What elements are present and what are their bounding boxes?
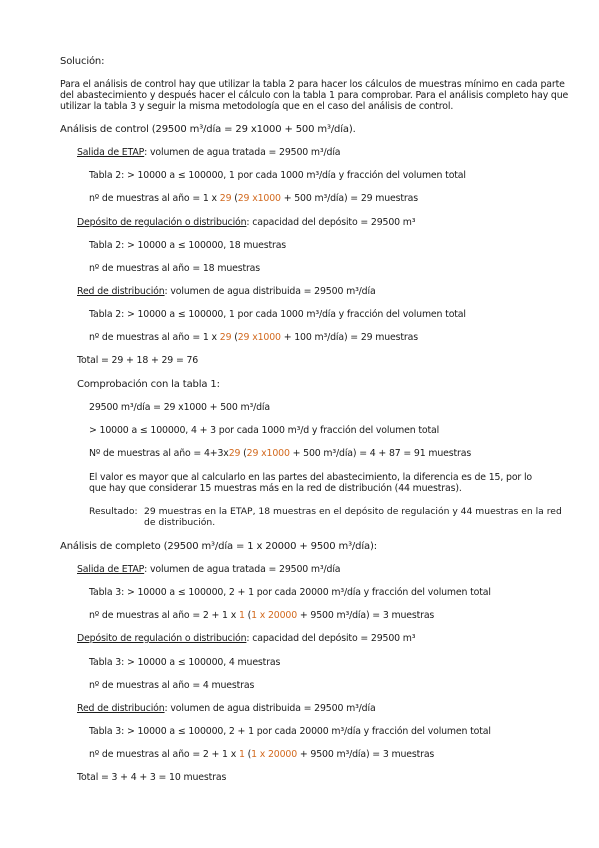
- control-heading: Análisis de control (29500 m³/día = 29 x1000 + 500 m³/día).: [60, 124, 356, 135]
- highlight-value: 1 x 20000: [251, 610, 298, 621]
- highlight-value: 29 x1000: [237, 332, 281, 343]
- comprobacion-note: El valor es mayor que al calcularlo en las partes del abastecimiento, la diferencia es de 15, por lo: [89, 472, 532, 483]
- completo-red-table: Tabla 3: > 10000 a ≤ 100000, 2 + 1 por cada 20000 m³/día y fracción del volumen total: [89, 726, 491, 737]
- etap-desc: : volumen de agua tratada = 29500 m³/día: [144, 564, 341, 575]
- red-desc: : volumen de agua distribuida = 29500 m³/día: [164, 286, 376, 297]
- comprobacion-note: que hay que considerar 15 muestras más en la red de distribución (44 muestras).: [89, 483, 462, 494]
- result-text: 29 muestras en la ETAP, 18 muestras en el depósito de regulación y 44 muestras en la red de distribución.: [144, 506, 562, 528]
- red-label: Red de distribución: [77, 286, 165, 297]
- deposito-desc: : capacidad del depósito = 29500 m³: [246, 217, 416, 228]
- completo-deposito-calc: nº de muestras al año = 4 muestras: [89, 680, 255, 691]
- completo-red-line: [77, 703, 376, 714]
- result-block: [89, 506, 569, 530]
- highlight-value: 29: [228, 448, 241, 459]
- control-etap-calc: nº de muestras al año = 1 x 29 (29 x1000 + 500 m³/día) = 29 muestras: [89, 193, 418, 204]
- comprobacion-line: > 10000 a ≤ 100000, 4 + 3 por cada 1000 m³/d y fracción del volumen total: [89, 425, 440, 436]
- etap-label: Salida de ETAP: [77, 564, 145, 575]
- completo-etap-calc: nº de muestras al año = 2 + 1 x 1 (1 x 20000 + 9500 m³/día) = 3 muestras: [89, 610, 435, 621]
- control-etap-line: [77, 147, 340, 158]
- comprobacion-heading: Comprobación con la tabla 1:: [77, 379, 220, 390]
- highlight-value: 1: [238, 610, 245, 621]
- control-red-calc: nº de muestras al año = 1 x 29 (29 x1000 + 100 m³/día) = 29 muestras: [89, 332, 418, 343]
- control-deposito-table: Tabla 2: > 10000 a ≤ 100000, 18 muestras: [89, 240, 287, 251]
- red-desc: : volumen de agua distribuida = 29500 m³/día: [164, 703, 376, 714]
- completo-total: Total = 3 + 4 + 3 = 10 muestras: [77, 772, 227, 783]
- completo-etap-table: Tabla 3: > 10000 a ≤ 100000, 2 + 1 por cada 20000 m³/día y fracción del volumen total: [89, 587, 491, 598]
- comprobacion-calc: Nº de muestras al año = 4+3x29 (29 x1000 + 500 m³/día) = 4 + 87 = 91 muestras: [89, 448, 472, 459]
- etap-desc: : volumen de agua tratada = 29500 m³/día: [144, 147, 341, 158]
- comprobacion-line: 29500 m³/día = 29 x1000 + 500 m³/día: [89, 402, 270, 413]
- red-label: Red de distribución: [77, 703, 165, 714]
- control-deposito-calc: nº de muestras al año = 18 muestras: [89, 263, 261, 274]
- control-total: Total = 29 + 18 + 29 = 76: [77, 355, 199, 366]
- intro-line: del abastecimiento y después hacer el cálculo con la tabla 1 para comprobar. Para el análisis completo hay que: [60, 90, 569, 101]
- completo-deposito-table: Tabla 3: > 10000 a ≤ 100000, 4 muestras: [89, 657, 281, 668]
- control-red-line: [77, 286, 376, 297]
- deposito-desc: : capacidad del depósito = 29500 m³: [246, 633, 416, 644]
- control-red-table: Tabla 2: > 10000 a ≤ 100000, 1 por cada 1000 m³/día y fracción del volumen total: [89, 309, 466, 320]
- highlight-value: 1: [238, 749, 245, 760]
- result-label: Resultado:: [89, 506, 138, 517]
- solution-title: Solución:: [60, 56, 105, 67]
- deposito-label: Depósito de regulación o distribución: [77, 217, 247, 228]
- deposito-label: Depósito de regulación o distribución: [77, 633, 247, 644]
- highlight-value: 29 x1000: [246, 448, 290, 459]
- highlight-value: 29 x1000: [237, 193, 281, 204]
- highlight-value: 29: [219, 193, 232, 204]
- control-deposito-line: [77, 217, 415, 228]
- completo-deposito-line: [77, 633, 415, 644]
- etap-label: Salida de ETAP: [77, 147, 145, 158]
- control-etap-table: Tabla 2: > 10000 a ≤ 100000, 1 por cada 1000 m³/día y fracción del volumen total: [89, 170, 466, 181]
- highlight-value: 29: [219, 332, 232, 343]
- completo-heading: Análisis de completo (29500 m³/día = 1 x 20000 + 9500 m³/día):: [60, 541, 377, 552]
- completo-red-calc: nº de muestras al año = 2 + 1 x 1 (1 x 20000 + 9500 m³/día) = 3 muestras: [89, 749, 435, 760]
- completo-etap-line: [77, 564, 340, 575]
- intro-line: Para el análisis de control hay que utilizar la tabla 2 para hacer los cálculos de muestras mínimo en cada parte: [60, 79, 565, 90]
- intro-line: utilizar la tabla 3 y seguir la misma metodología que en el caso del análisis de control.: [60, 101, 454, 112]
- highlight-value: 1 x 20000: [251, 749, 298, 760]
